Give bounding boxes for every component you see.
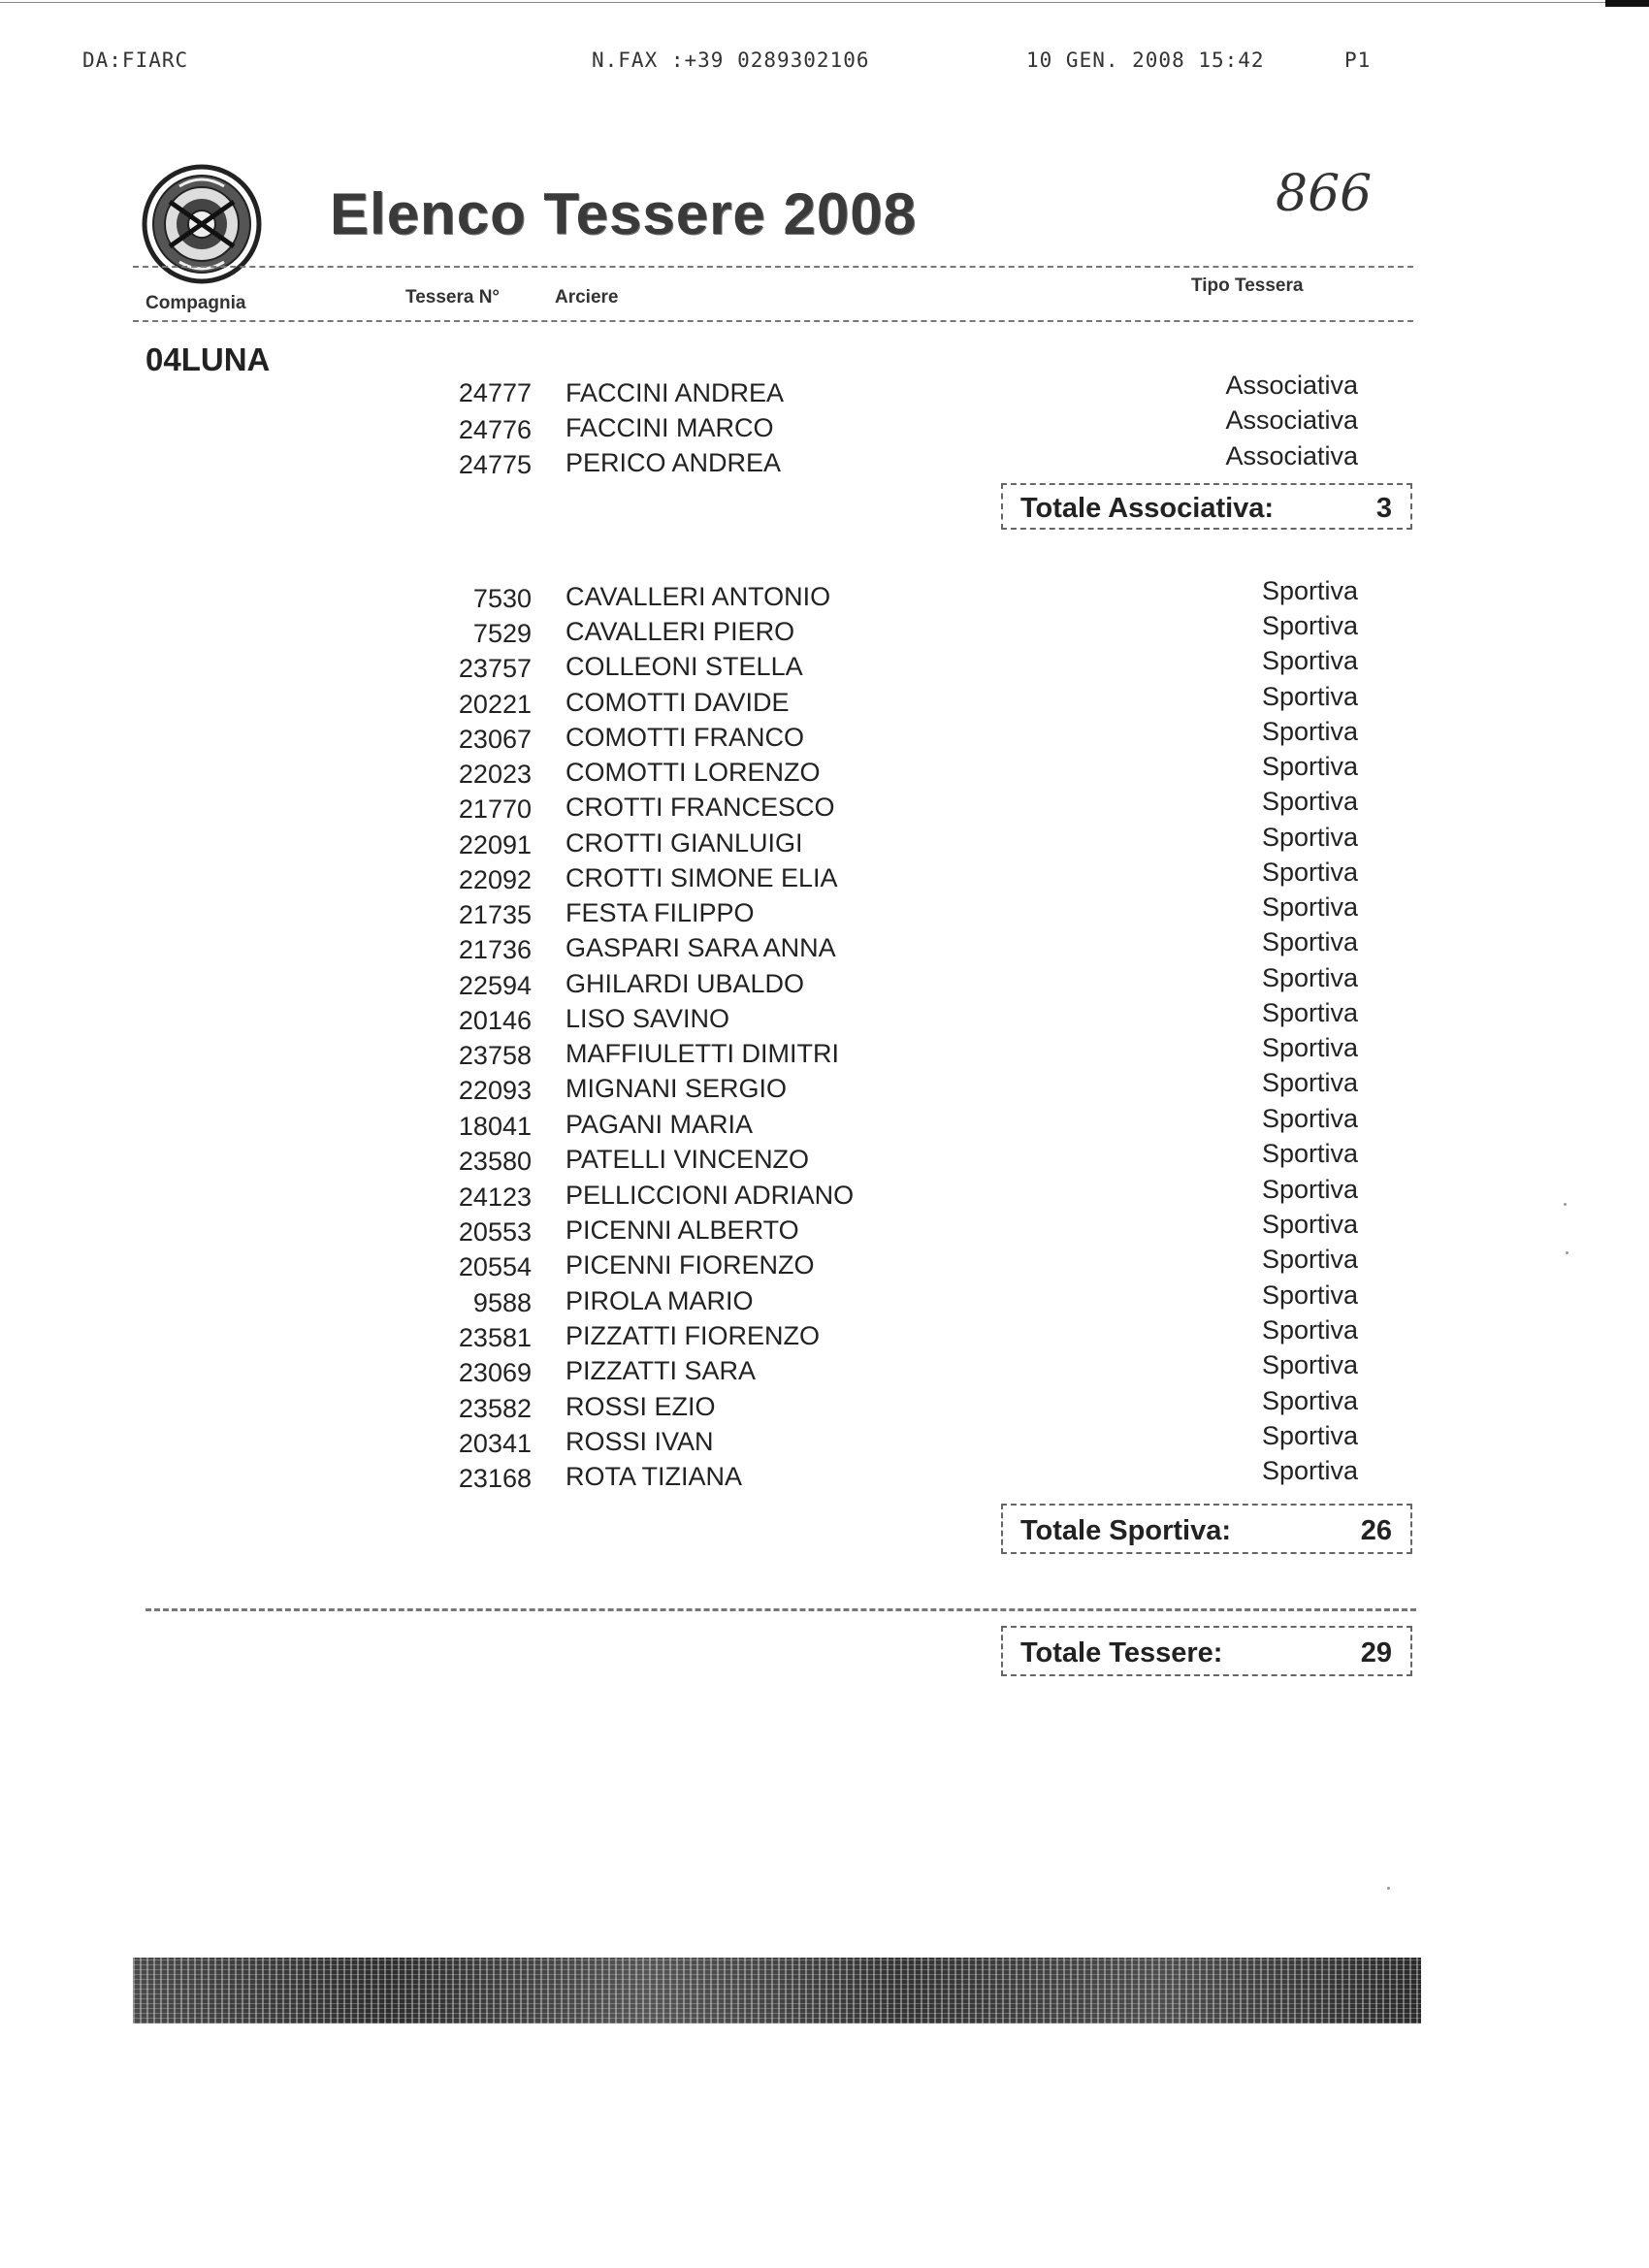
archer-name: GASPARI SARA ANNA [566, 933, 836, 962]
card-type: Sportiva [1261, 1175, 1358, 1204]
card-number: 7529 [472, 619, 532, 648]
card-number: 20341 [458, 1429, 532, 1458]
card-number: 24123 [458, 1183, 532, 1212]
card-type: Sportiva [1261, 1210, 1358, 1239]
card-type: Sportiva [1261, 963, 1358, 992]
card-number: 23168 [458, 1464, 532, 1493]
card-number: 23757 [458, 654, 532, 683]
card-type: Sportiva [1261, 1350, 1358, 1379]
card-type: Sportiva [1261, 892, 1358, 922]
card-number: 23069 [458, 1358, 532, 1387]
card-type: Sportiva [1261, 1386, 1358, 1415]
archer-name: PELLICCIONI ADRIANO [566, 1181, 855, 1210]
card-number: 24776 [458, 415, 532, 444]
company-name: 04LUNA [146, 341, 271, 377]
column-card-type: Tipo Tessera [1191, 275, 1304, 296]
archer-name: GHILARDI UBALDO [566, 969, 805, 998]
card-number: 23581 [458, 1323, 532, 1352]
card-number: 23582 [458, 1394, 532, 1423]
scan-speck [1566, 1251, 1568, 1254]
card-number: 21736 [458, 935, 532, 964]
archer-name: COLLEONI STELLA [566, 652, 803, 681]
total-cards-label: Totale Tessere: [1020, 1637, 1223, 1669]
card-number: 22023 [458, 760, 532, 789]
archer-name: FACCINI ANDREA [566, 378, 785, 407]
card-number: 21770 [458, 794, 532, 824]
card-type: Sportiva [1261, 717, 1358, 746]
card-number: 24775 [458, 450, 532, 479]
archer-name: PERICO ANDREA [566, 448, 782, 477]
card-type: Sportiva [1261, 1421, 1358, 1450]
card-number: 22092 [458, 865, 532, 894]
archer-name: PICENNI FIORENZO [566, 1250, 815, 1280]
archer-name: MIGNANI SERGIO [566, 1074, 788, 1103]
card-number: 20146 [458, 1006, 532, 1035]
card-type: Sportiva [1261, 998, 1358, 1027]
header-bottom-rule [133, 320, 1413, 322]
card-type: Sportiva [1261, 576, 1358, 605]
card-number: 23758 [458, 1041, 532, 1070]
card-number: 23067 [458, 725, 532, 754]
card-number: 18041 [458, 1112, 532, 1141]
archer-name: PIZZATTI FIORENZO [566, 1321, 820, 1350]
card-number: 7530 [472, 584, 532, 613]
archer-name: CAVALLERI PIERO [566, 617, 795, 646]
card-number: 20553 [458, 1217, 532, 1247]
card-type: Sportiva [1261, 1456, 1358, 1485]
total-sportive-label: Totale Sportiva: [1020, 1515, 1231, 1546]
archer-name: FACCINI MARCO [566, 413, 774, 442]
card-type: Sportiva [1261, 1139, 1358, 1168]
handwritten-note: 866 [1276, 165, 1373, 223]
fax-top-mark [1605, 0, 1649, 7]
archer-name: PIZZATTI SARA [566, 1356, 757, 1385]
total-associative-label: Totale Associativa: [1020, 493, 1275, 524]
card-number: 9588 [472, 1288, 532, 1317]
archer-name: CROTTI GIANLUIGI [566, 828, 803, 858]
archer-name: CAVALLERI ANTONIO [566, 582, 831, 611]
card-number: 22594 [458, 971, 532, 1000]
page-title: Elenco Tessere 2008 [330, 181, 917, 246]
fax-top-rule [0, 2, 1610, 3]
fax-sender: DA:FIARC [82, 49, 189, 72]
archer-name: PICENNI ALBERTO [566, 1215, 799, 1245]
column-company: Compagnia [146, 293, 246, 313]
column-archer: Arciere [555, 287, 619, 308]
card-number: 21735 [458, 900, 532, 929]
archer-name: PAGANI MARIA [566, 1110, 754, 1139]
card-type: Sportiva [1261, 787, 1358, 816]
section-divider [146, 1608, 1416, 1611]
archer-name: CROTTI SIMONE ELIA [566, 863, 838, 892]
column-card-number: Tessera N° [405, 287, 501, 308]
card-number: 24777 [458, 378, 532, 407]
card-type: Sportiva [1261, 858, 1358, 887]
card-type: Sportiva [1261, 927, 1358, 956]
card-number: 20221 [458, 690, 532, 719]
card-number: 22091 [458, 830, 532, 859]
total-sportive-value: 26 [1360, 1515, 1392, 1546]
total-cards-value: 29 [1360, 1637, 1392, 1669]
archer-name: MAFFIULETTI DIMITRI [566, 1039, 839, 1068]
scan-noise-band [133, 1958, 1421, 2024]
archer-name: COMOTTI LORENZO [566, 758, 821, 787]
scan-speck [1387, 1887, 1390, 1890]
card-type: Sportiva [1261, 646, 1358, 675]
fax-datetime: 10 GEN. 2008 15:42 [1026, 49, 1265, 72]
fax-number: N.FAX :+39 0289302106 [592, 49, 870, 72]
archer-name: ROSSI EZIO [566, 1392, 716, 1421]
archer-name: LISO SAVINO [566, 1004, 730, 1033]
archer-name: CROTTI FRANCESCO [566, 793, 835, 822]
card-type: Sportiva [1261, 1033, 1358, 1062]
card-type: Associativa [1225, 405, 1358, 435]
card-type: Associativa [1225, 371, 1358, 400]
card-type: Sportiva [1261, 1280, 1358, 1310]
card-type: Sportiva [1261, 1245, 1358, 1274]
archer-name: PATELLI VINCENZO [566, 1145, 810, 1174]
archer-name: ROSSI IVAN [566, 1427, 714, 1456]
archer-name: ROTA TIZIANA [566, 1462, 743, 1491]
scan-speck [1564, 1203, 1567, 1206]
card-type: Sportiva [1261, 611, 1358, 640]
archer-name: FESTA FILIPPO [566, 898, 755, 927]
card-type: Sportiva [1261, 1068, 1358, 1097]
card-type: Sportiva [1261, 823, 1358, 852]
archer-name: PIROLA MARIO [566, 1286, 754, 1315]
total-associative-value: 3 [1375, 493, 1392, 524]
card-number: 20554 [458, 1252, 532, 1281]
card-number: 23580 [458, 1147, 532, 1176]
archer-name: COMOTTI FRANCO [566, 723, 804, 752]
card-number: 22093 [458, 1076, 532, 1105]
archer-name: COMOTTI DAVIDE [566, 688, 790, 717]
card-type: Sportiva [1261, 752, 1358, 781]
card-type: Sportiva [1261, 1315, 1358, 1345]
card-type: Sportiva [1261, 682, 1358, 711]
card-type: Associativa [1225, 441, 1358, 470]
header-top-rule [133, 266, 1413, 268]
card-type: Sportiva [1261, 1104, 1358, 1133]
fax-page: P1 [1344, 49, 1372, 72]
